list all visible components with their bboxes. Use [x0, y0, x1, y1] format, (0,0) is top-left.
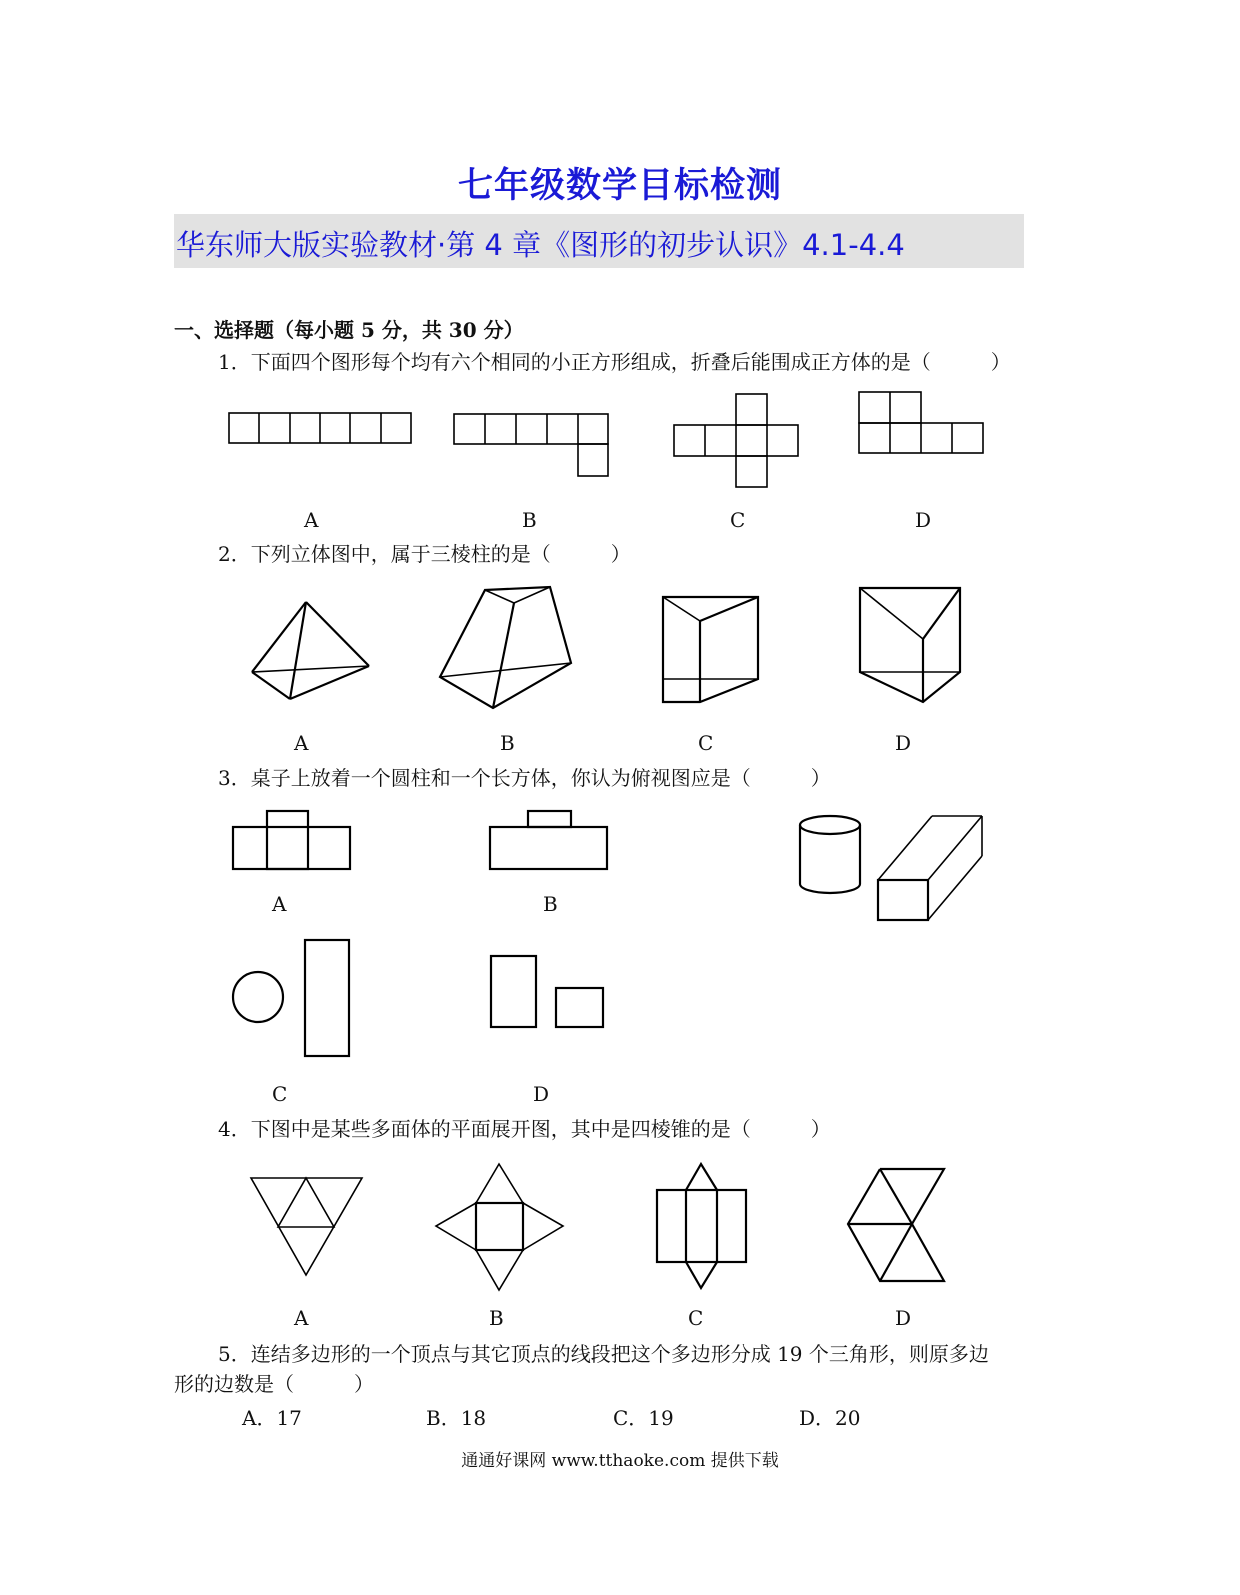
q5-option-a: A．17	[242, 1406, 302, 1430]
q3-option-a	[233, 811, 350, 869]
q4-net-d	[848, 1169, 944, 1281]
page-subtitle: 华东师大版实验教材·第 4 章《图形的初步认识》4.1-4.4	[176, 228, 905, 262]
q4-label-a: A	[294, 1306, 309, 1330]
q2-label-d: D	[895, 731, 912, 755]
page-title: 七年级数学目标检测	[457, 166, 782, 206]
q2-solid-d	[860, 588, 960, 702]
q3-label-a: A	[272, 892, 287, 916]
q5-option-d: D．20	[799, 1406, 861, 1430]
q1-net-d	[859, 392, 983, 453]
section-heading: 一、选择题（每小题 5 分，共 30 分）	[174, 318, 524, 342]
q3-label-b: B	[543, 892, 558, 916]
q2-label-c: C	[698, 731, 714, 755]
q4-label-d: D	[895, 1306, 912, 1330]
q5-option-b: B．18	[426, 1406, 487, 1430]
q3-label-c: C	[272, 1082, 288, 1106]
q4-label-c: C	[688, 1306, 704, 1330]
q4-net-b	[436, 1164, 563, 1290]
q1-net-a	[229, 413, 411, 443]
q4-net-a	[251, 1178, 362, 1275]
question-5-text-line1: 5．连结多边形的一个顶点与其它顶点的线段把这个多边形分成 19 个三角形，则原多边	[218, 1342, 989, 1366]
q1-label-b: B	[522, 508, 537, 532]
question-1-text: 1．下面四个图形每个均有六个相同的小正方形组成，折叠后能围成正方体的是（ ）	[218, 350, 1011, 374]
question-5-text-line2: 形的边数是（ ）	[174, 1372, 374, 1396]
q2-label-a: A	[294, 731, 309, 755]
question-4-text: 4．下图中是某些多面体的平面展开图，其中是四棱锥的是（ ）	[218, 1117, 831, 1141]
q1-label-d: D	[915, 508, 932, 532]
q3-option-d	[491, 956, 603, 1027]
q3-option-b	[490, 811, 607, 869]
q2-solid-a	[252, 602, 369, 699]
q2-solid-c	[663, 597, 758, 702]
q1-net-b	[454, 414, 608, 476]
q2-solid-b	[440, 587, 571, 708]
q2-label-b: B	[500, 731, 515, 755]
q5-option-c: C．19	[613, 1406, 674, 1430]
q1-net-c	[674, 394, 798, 487]
q1-label-c: C	[730, 508, 746, 532]
question-2-text: 2．下列立体图中，属于三棱柱的是（ ）	[218, 542, 631, 566]
q3-option-c	[233, 940, 349, 1056]
question-3-text: 3．桌子上放着一个圆柱和一个长方体，你认为俯视图应是（ ）	[218, 766, 831, 790]
q3-label-d: D	[533, 1082, 550, 1106]
q4-net-c	[657, 1164, 746, 1288]
q1-label-a: A	[304, 508, 319, 532]
q3-cylinder-cuboid	[800, 816, 982, 920]
page-footer: 通通好课网 www.tthaoke.com 提供下载	[461, 1451, 779, 1471]
q4-label-b: B	[489, 1306, 504, 1330]
